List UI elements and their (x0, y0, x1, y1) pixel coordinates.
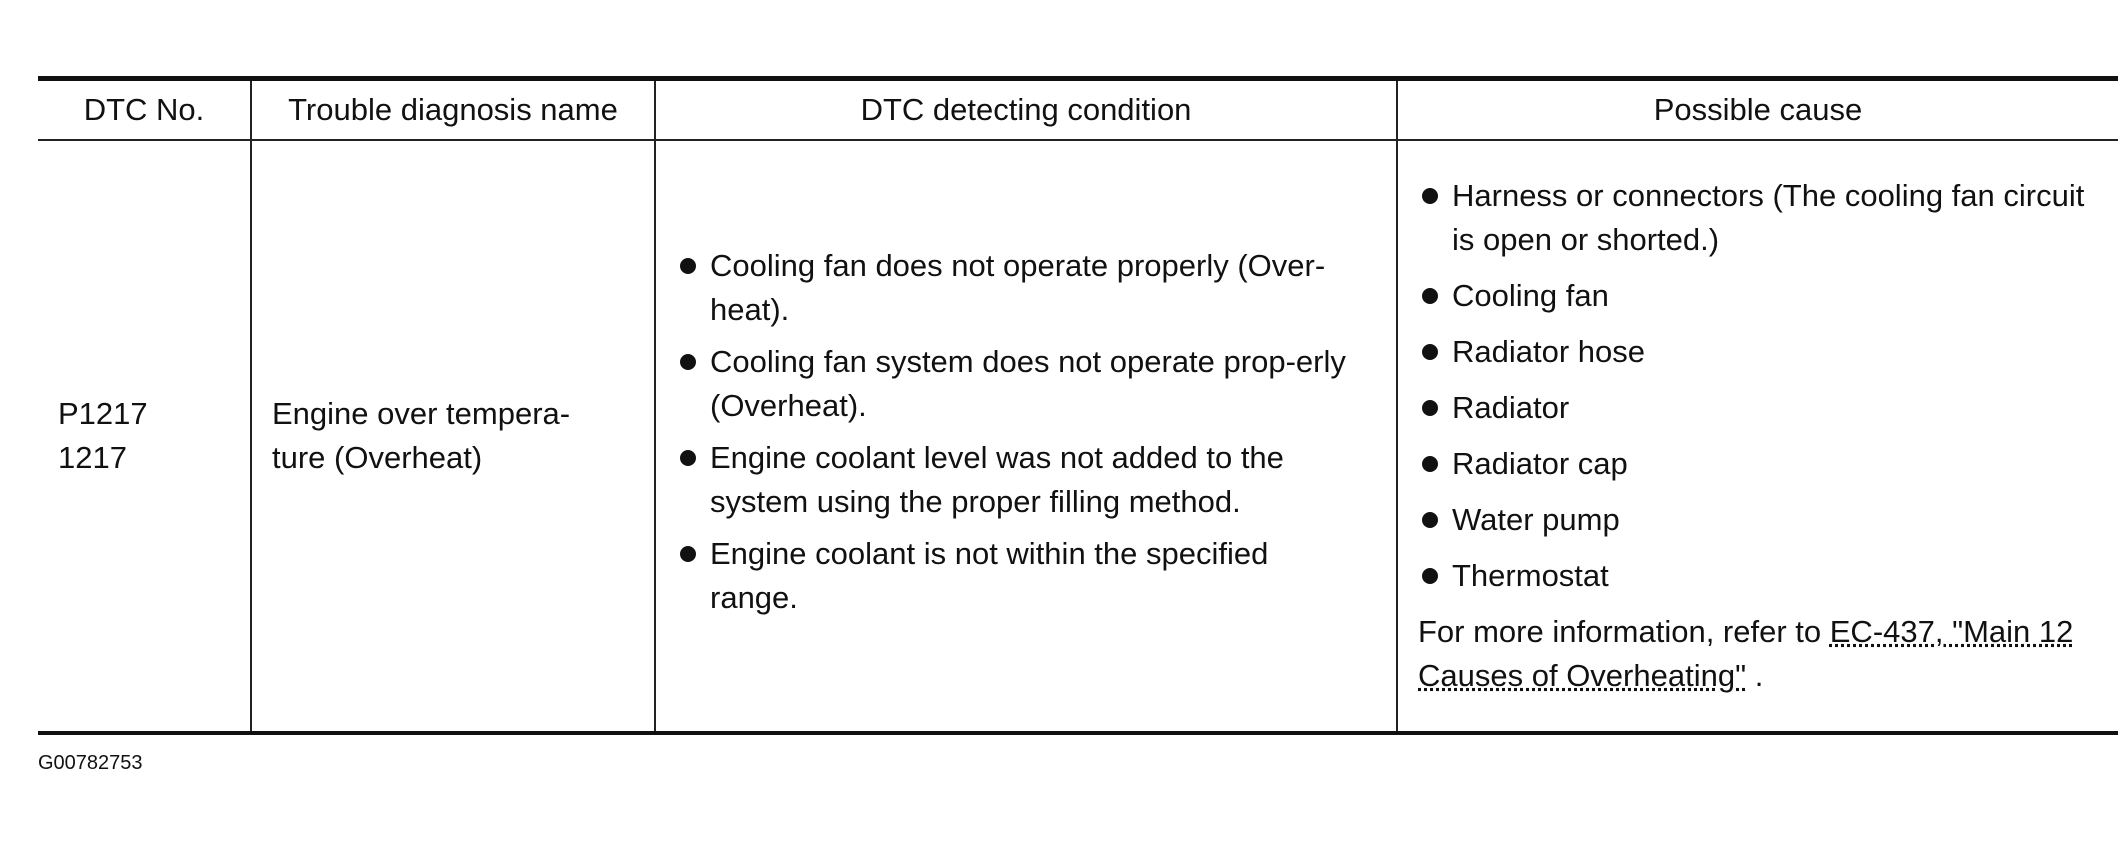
bullet-icon (680, 546, 696, 562)
header-detecting-condition: DTC detecting condition (655, 79, 1397, 141)
list-item (676, 244, 1364, 332)
list-item (676, 532, 1364, 620)
cause-text: Harness or connectors (The cooling fan circuit is open or shorted.) (1452, 178, 2085, 257)
condition-text: Engine coolant is not within the specified range. (710, 536, 1269, 615)
list-item (1418, 386, 2098, 430)
condition-list (676, 244, 1376, 620)
reference-suffix: . (1746, 658, 1764, 693)
table-row (38, 140, 2118, 733)
list-item (1418, 554, 2098, 598)
diagnosis-name-cell (251, 140, 655, 733)
bullet-icon (1422, 188, 1438, 204)
list-item (676, 340, 1364, 428)
reference-prefix: For more information, refer to (1418, 614, 1830, 649)
dtc-no-cell (38, 140, 251, 733)
bullet-icon (1422, 512, 1438, 528)
bullet-icon (680, 450, 696, 466)
header-row (38, 79, 2118, 141)
bullet-icon (1422, 400, 1438, 416)
dtc-code: P1217 (58, 396, 148, 431)
list-item (1418, 442, 2098, 486)
dtc-table (38, 76, 2118, 735)
diagnosis-name-line: ture (Overheat) (272, 440, 483, 475)
figure-id: G00782753 (38, 752, 143, 774)
list-item (676, 436, 1364, 524)
cause-text: Water pump (1452, 502, 1620, 537)
cause-list (1418, 174, 2098, 598)
condition-text: Cooling fan does not operate properly (Over-heat). (710, 248, 1326, 327)
list-item (1418, 498, 2098, 542)
cause-text: Radiator cap (1452, 446, 1628, 481)
dtc-code-short: 1217 (58, 440, 127, 475)
bullet-icon (680, 354, 696, 370)
header-possible-cause: Possible cause (1397, 79, 2118, 141)
bullet-icon (1422, 288, 1438, 304)
cause-text: Cooling fan (1452, 278, 1609, 313)
condition-text: Engine coolant level was not added to the system using the proper filling method. (710, 440, 1284, 519)
list-item (1418, 174, 2098, 262)
bullet-icon (1422, 344, 1438, 360)
reference-note (1418, 610, 2098, 698)
detecting-condition-cell (655, 140, 1397, 733)
bullet-icon (1422, 456, 1438, 472)
cause-text: Radiator hose (1452, 334, 1646, 369)
possible-cause-cell (1397, 140, 2118, 733)
bullet-icon (1422, 568, 1438, 584)
cause-text: Radiator (1452, 390, 1570, 425)
condition-text: Cooling fan system does not operate prop-erly (Overheat). (710, 344, 1346, 423)
header-diagnosis-name: Trouble diagnosis name (251, 79, 655, 141)
cause-text: Thermostat (1452, 558, 1609, 593)
diagnosis-name-line: Engine over tempera- (272, 396, 571, 431)
header-dtc-no: DTC No. (38, 79, 251, 141)
bullet-icon (680, 258, 696, 274)
list-item (1418, 274, 2098, 318)
list-item (1418, 330, 2098, 374)
reference-link[interactable]: EC-437, "Main 12 Causes of Overheating" (1418, 614, 2074, 693)
